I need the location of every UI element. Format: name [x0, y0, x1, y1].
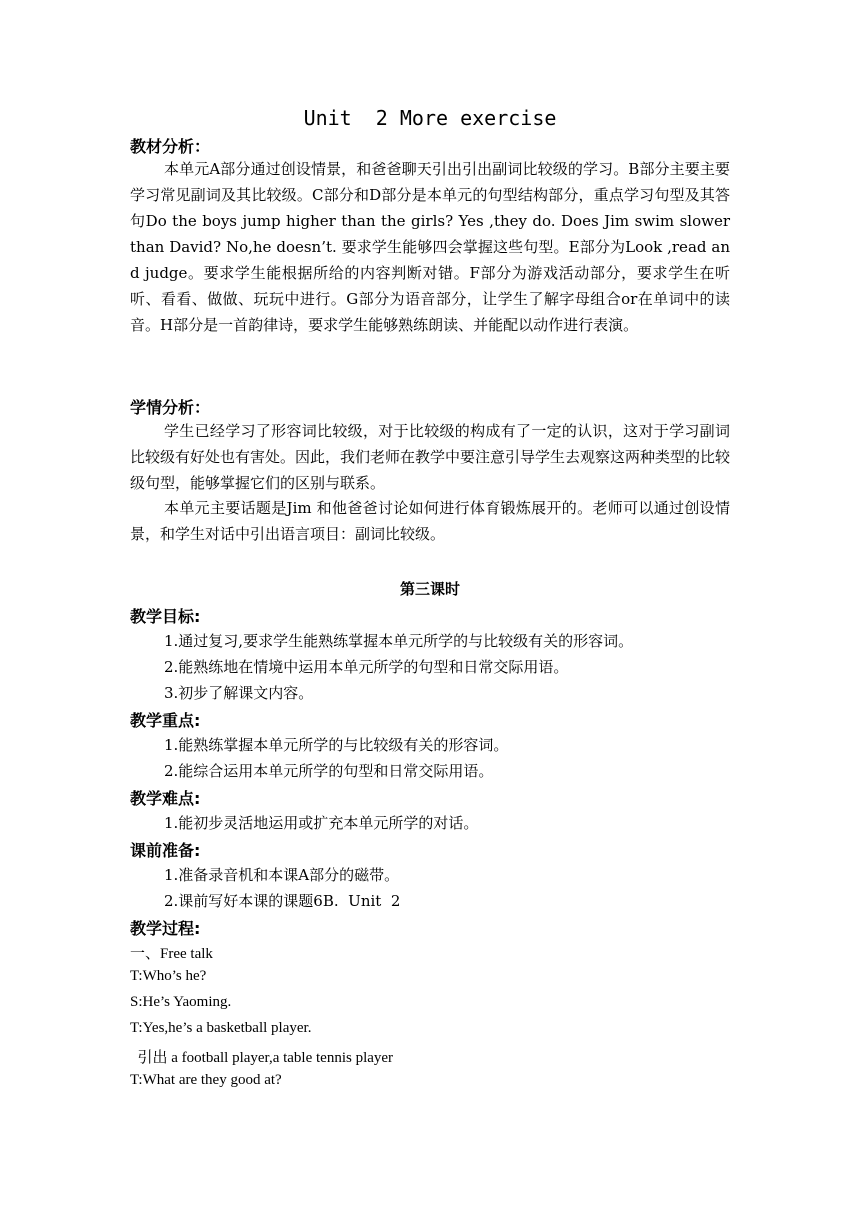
goals-heading: 教学目标:	[130, 607, 201, 626]
prep-item-1: 1.准备录音机和本课A部分的磁带。	[164, 866, 400, 884]
goal-item-3: 3.初步了解课文内容。	[164, 684, 314, 702]
students-heading: 学情分析：	[130, 398, 211, 417]
process-line-6: T:What are they good at?	[130, 1072, 282, 1088]
process-line-5: 引出 a football player,a table tennis player	[130, 1050, 394, 1066]
process-line-1: 一、Free talk	[130, 946, 213, 962]
students-paragraph-2: 本单元主要话题是Jim 和他爸爸讨论如何进行体育锻炼展开的。老师可以通过创设情景，和学生对话中引出语言项目：副词比较级。	[130, 499, 730, 543]
goal-item-2: 2.能熟练地在情境中运用本单元所学的句型和日常交际用语。	[164, 658, 569, 676]
students-paragraph-1: 学生已经学习了形容词比较级，对于比较级的构成有了一定的认识，这对于学习副词比较级有好处也有害处。因此，我们老师在教学中要注意引导学生去观察这两种类型的比较级句型，能够掌握它们的区别与联系。	[130, 422, 731, 492]
process-line-4: T:Yes,he’s a basketball player.	[130, 1020, 312, 1036]
process-heading: 教学过程:	[130, 919, 201, 938]
prep-heading: 课前准备:	[130, 841, 201, 860]
key-item-2: 2.能综合运用本单元所学的句型和日常交际用语。	[164, 762, 494, 780]
goal-item-1: 1.通过复习,要求学生能熟练掌握本单元所学的与比较级有关的形容词。	[164, 632, 634, 650]
document-title: Unit 2 More exercise	[303, 106, 557, 130]
key-item-1: 1.能熟练掌握本单元所学的与比较级有关的形容词。	[164, 736, 509, 754]
process-line-2: T:Who’s he?	[130, 968, 207, 984]
key-heading: 教学重点:	[130, 711, 201, 730]
lesson-heading: 第三课时	[399, 580, 460, 598]
analysis-paragraph: 本单元A部分通过创设情景，和爸爸聊天引出引出副词比较级的学习。B部分主要主要学习常见副词及其比较级。C部分和D部分是本单元的句型结构部分，重点学习句型及其答句Do the boys jump higher than the girls? Yes ,they do. Does Jim swim slower than David? No,he doesn’t. 要求学生能够四会掌握这些句型。E部分为Look ,read and judge。要求学生能根据所给的内容判断对错。F部分为游戏活动部分，要求学生在听听、看看、做做、玩玩中进行。G部分为语音部分，让学生了解字母组合or在单词中的读音。H部分是一首韵律诗，要求学生能够熟练朗读、并能配以动作进行表演。	[130, 160, 730, 334]
difficult-item-1: 1.能初步灵活地运用或扩充本单元所学的对话。	[164, 814, 479, 832]
process-line-3: S:He’s Yaoming.	[130, 994, 232, 1010]
prep-item-2: 2.课前写好本课的课题6B. Unit 2	[164, 892, 401, 910]
analysis-heading: 教材分析：	[130, 137, 211, 156]
difficult-heading: 教学难点:	[130, 789, 201, 808]
